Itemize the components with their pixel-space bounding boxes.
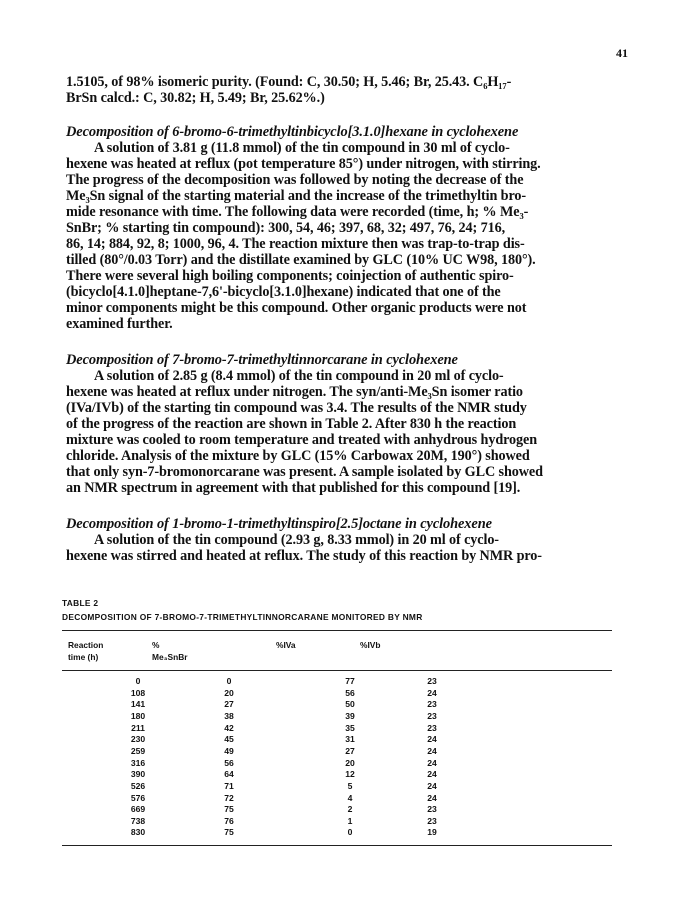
section-3 (66, 516, 632, 564)
table-row (62, 699, 612, 711)
table-cell: 23 (427, 815, 437, 826)
text-line: that only syn-7-bromonorcarane was present. A sample isolated by GLC showed (66, 464, 543, 480)
section-heading: Decomposition of 7-bromo-7-trimethyltinnorcarane in cyclohexene (66, 352, 458, 368)
table-row (62, 758, 612, 770)
table-cell: 576 (130, 792, 146, 803)
table-cell: 56 (224, 757, 234, 768)
text-line: Me₃Sn signal of the starting material and the increase of the trimethyltin bro- (66, 188, 527, 204)
table-row (62, 723, 612, 735)
table-cell: 38 (224, 710, 234, 721)
text-line: (bicyclo[4.1.0]heptane-7,6'-bicyclo[3.1.0]hexane) indicated that one of the (66, 284, 501, 300)
table-cell: 390 (130, 769, 146, 780)
table-cell: 23 (427, 722, 437, 733)
table-cell: 49 (224, 745, 234, 756)
page-number: 41 (616, 46, 628, 60)
table-cell: 42 (224, 722, 234, 733)
table-row (62, 688, 612, 700)
text-line: hexene was heated at reflux (pot temperature 85°) under nitrogen, with stirring. (66, 156, 541, 172)
table-cell: 738 (130, 815, 146, 826)
table-cell: 23 (427, 804, 437, 815)
text-line: mixture was cooled to room temperature and treated with anhydrous hydrogen (66, 432, 538, 448)
table-cell: 75 (224, 827, 234, 838)
text-line: The progress of the decomposition was followed by noting the decrease of the (66, 172, 524, 188)
text-line: hexene was stirred and heated at reflux. The study of this reaction by NMR pro- (66, 548, 542, 564)
table-cell: 31 (345, 734, 355, 745)
text-line: There were several high boiling components; coinjection of authentic spiro- (66, 268, 514, 284)
table-cell: 39 (345, 710, 355, 721)
column-header-iva: %IVa (276, 640, 296, 650)
table-cell: 0 (226, 676, 232, 686)
table-cell: 23 (427, 699, 437, 710)
text-line: BrSn calcd.: C, 30.82; H, 5.49; Br, 25.62%.) (66, 90, 325, 106)
table-top-rule (62, 630, 612, 631)
table-row (62, 827, 612, 839)
table-cell: 526 (130, 780, 146, 791)
table-cell: 669 (130, 804, 146, 815)
text-line: 1.5105, of 98% isomeric purity. (Found: C, 30.50; H, 5.46; Br, 25.43. C₆H₁₇- (66, 74, 512, 90)
table-row (62, 746, 612, 758)
column-header-reaction-time: Reaction time (h) (68, 640, 104, 662)
text-line: A solution of the tin compound (2.93 g, 8.33 mmol) in 20 ml of cyclo- (94, 532, 499, 548)
table-cell: 24 (427, 687, 437, 698)
text-line: an NMR spectrum in agreement with that published for this compound [19]. (66, 480, 521, 496)
text-line: tilled (80°/0.03 Torr) and the distillate examined by GLC (10% UC W98, 180°). (66, 252, 536, 268)
table-cell: 45 (224, 734, 234, 745)
table-bottom-rule (62, 845, 612, 846)
table-cell: 108 (130, 687, 146, 698)
table-cell: 64 (224, 769, 234, 780)
table-cell: 141 (130, 699, 146, 710)
table-row (62, 676, 612, 688)
table-cell: 830 (130, 827, 146, 838)
table-row (62, 781, 612, 793)
table-cell: 0 (135, 676, 141, 686)
column-header-ivb: %IVb (360, 640, 381, 650)
table-cell: 316 (130, 757, 146, 768)
table-cell: 5 (347, 780, 353, 791)
table-row (62, 793, 612, 805)
table-cell: 76 (224, 815, 234, 826)
table-cell: 24 (427, 780, 437, 791)
table-cell: 20 (224, 687, 234, 698)
table-cell: 50 (345, 699, 355, 710)
table-cell: 12 (345, 769, 355, 780)
table-cell: 0 (347, 827, 353, 838)
table-cell: 24 (427, 757, 437, 768)
table-cell: 72 (224, 792, 234, 803)
table-cell: 20 (345, 757, 355, 768)
table-cell: 24 (427, 769, 437, 780)
table-cell: 4 (347, 792, 353, 803)
table-cell: 75 (224, 804, 234, 815)
text-line: SnBr; % starting tin compound): 300, 54, 46; 397, 68, 32; 497, 76, 24; 716, (66, 220, 506, 236)
table-row (62, 734, 612, 746)
table-cell: 24 (427, 745, 437, 756)
table-cell: 35 (345, 722, 355, 733)
table-row (62, 769, 612, 781)
table-cell: 211 (131, 722, 145, 733)
table-cell: 2 (347, 804, 353, 815)
section-heading: Decomposition of 6-bromo-6-trimethyltinbicyclo[3.1.0]hexane in cyclohexene (66, 124, 519, 140)
table-row (62, 816, 612, 828)
section-2 (66, 352, 632, 496)
table-cell: 77 (345, 676, 355, 686)
table-cell: 259 (130, 745, 146, 756)
text-line: chloride. Analysis of the mixture by GLC (15% Carbowax 20M, 190°) showed (66, 448, 530, 464)
table-cell: 23 (427, 710, 437, 721)
table-header-rule (62, 670, 612, 671)
table-cell: 71 (224, 780, 234, 791)
table-cell: 24 (427, 734, 437, 745)
table-title: DECOMPOSITION OF 7-BROMO-7-TRIMETHYLTINNORCARANE MONITORED BY NMR (62, 612, 423, 622)
intro-paragraph (66, 74, 632, 106)
text-line: 86, 14; 884, 92, 8; 1000, 96, 4. The reaction mixture then was trap-to-trap dis- (66, 236, 525, 252)
text-line: A solution of 2.85 g (8.4 mmol) of the tin compound in 20 ml of cyclo- (94, 368, 504, 384)
table-cell: 1 (347, 815, 353, 826)
text-line: examined further. (66, 316, 173, 332)
table-cell: 27 (224, 699, 234, 710)
table-row (62, 711, 612, 723)
table-cell: 180 (130, 710, 146, 721)
text-line: minor components might be this compound. Other organic products were not (66, 300, 527, 316)
table-row (62, 804, 612, 816)
table-cell: 230 (130, 734, 146, 745)
table-cell: 27 (345, 745, 355, 756)
text-line: A solution of 3.81 g (11.8 mmol) of the tin compound in 30 ml of cyclo- (94, 140, 510, 156)
table-cell: 19 (427, 827, 437, 838)
table-cell: 23 (427, 676, 437, 686)
text-line: mide resonance with time. The following data were recorded (time, h; % Me₃- (66, 204, 529, 220)
text-line: hexene was heated at reflux under nitrogen. The syn/anti-Me₃Sn isomer ratio (66, 384, 523, 400)
text-line: of the progress of the reaction are shown in Table 2. After 830 h the reaction (66, 416, 517, 432)
column-header-me3snbr: % Me₃SnBr (152, 640, 188, 662)
text-line: (IVa/IVb) of the starting tin compound was 3.4. The results of the NMR study (66, 400, 527, 416)
section-1 (66, 124, 632, 332)
table-cell: 24 (427, 792, 437, 803)
section-heading: Decomposition of 1-bromo-1-trimethyltinspiro[2.5]octane in cyclohexene (66, 516, 492, 532)
table-cell: 56 (345, 687, 355, 698)
table-label: TABLE 2 (62, 598, 99, 608)
